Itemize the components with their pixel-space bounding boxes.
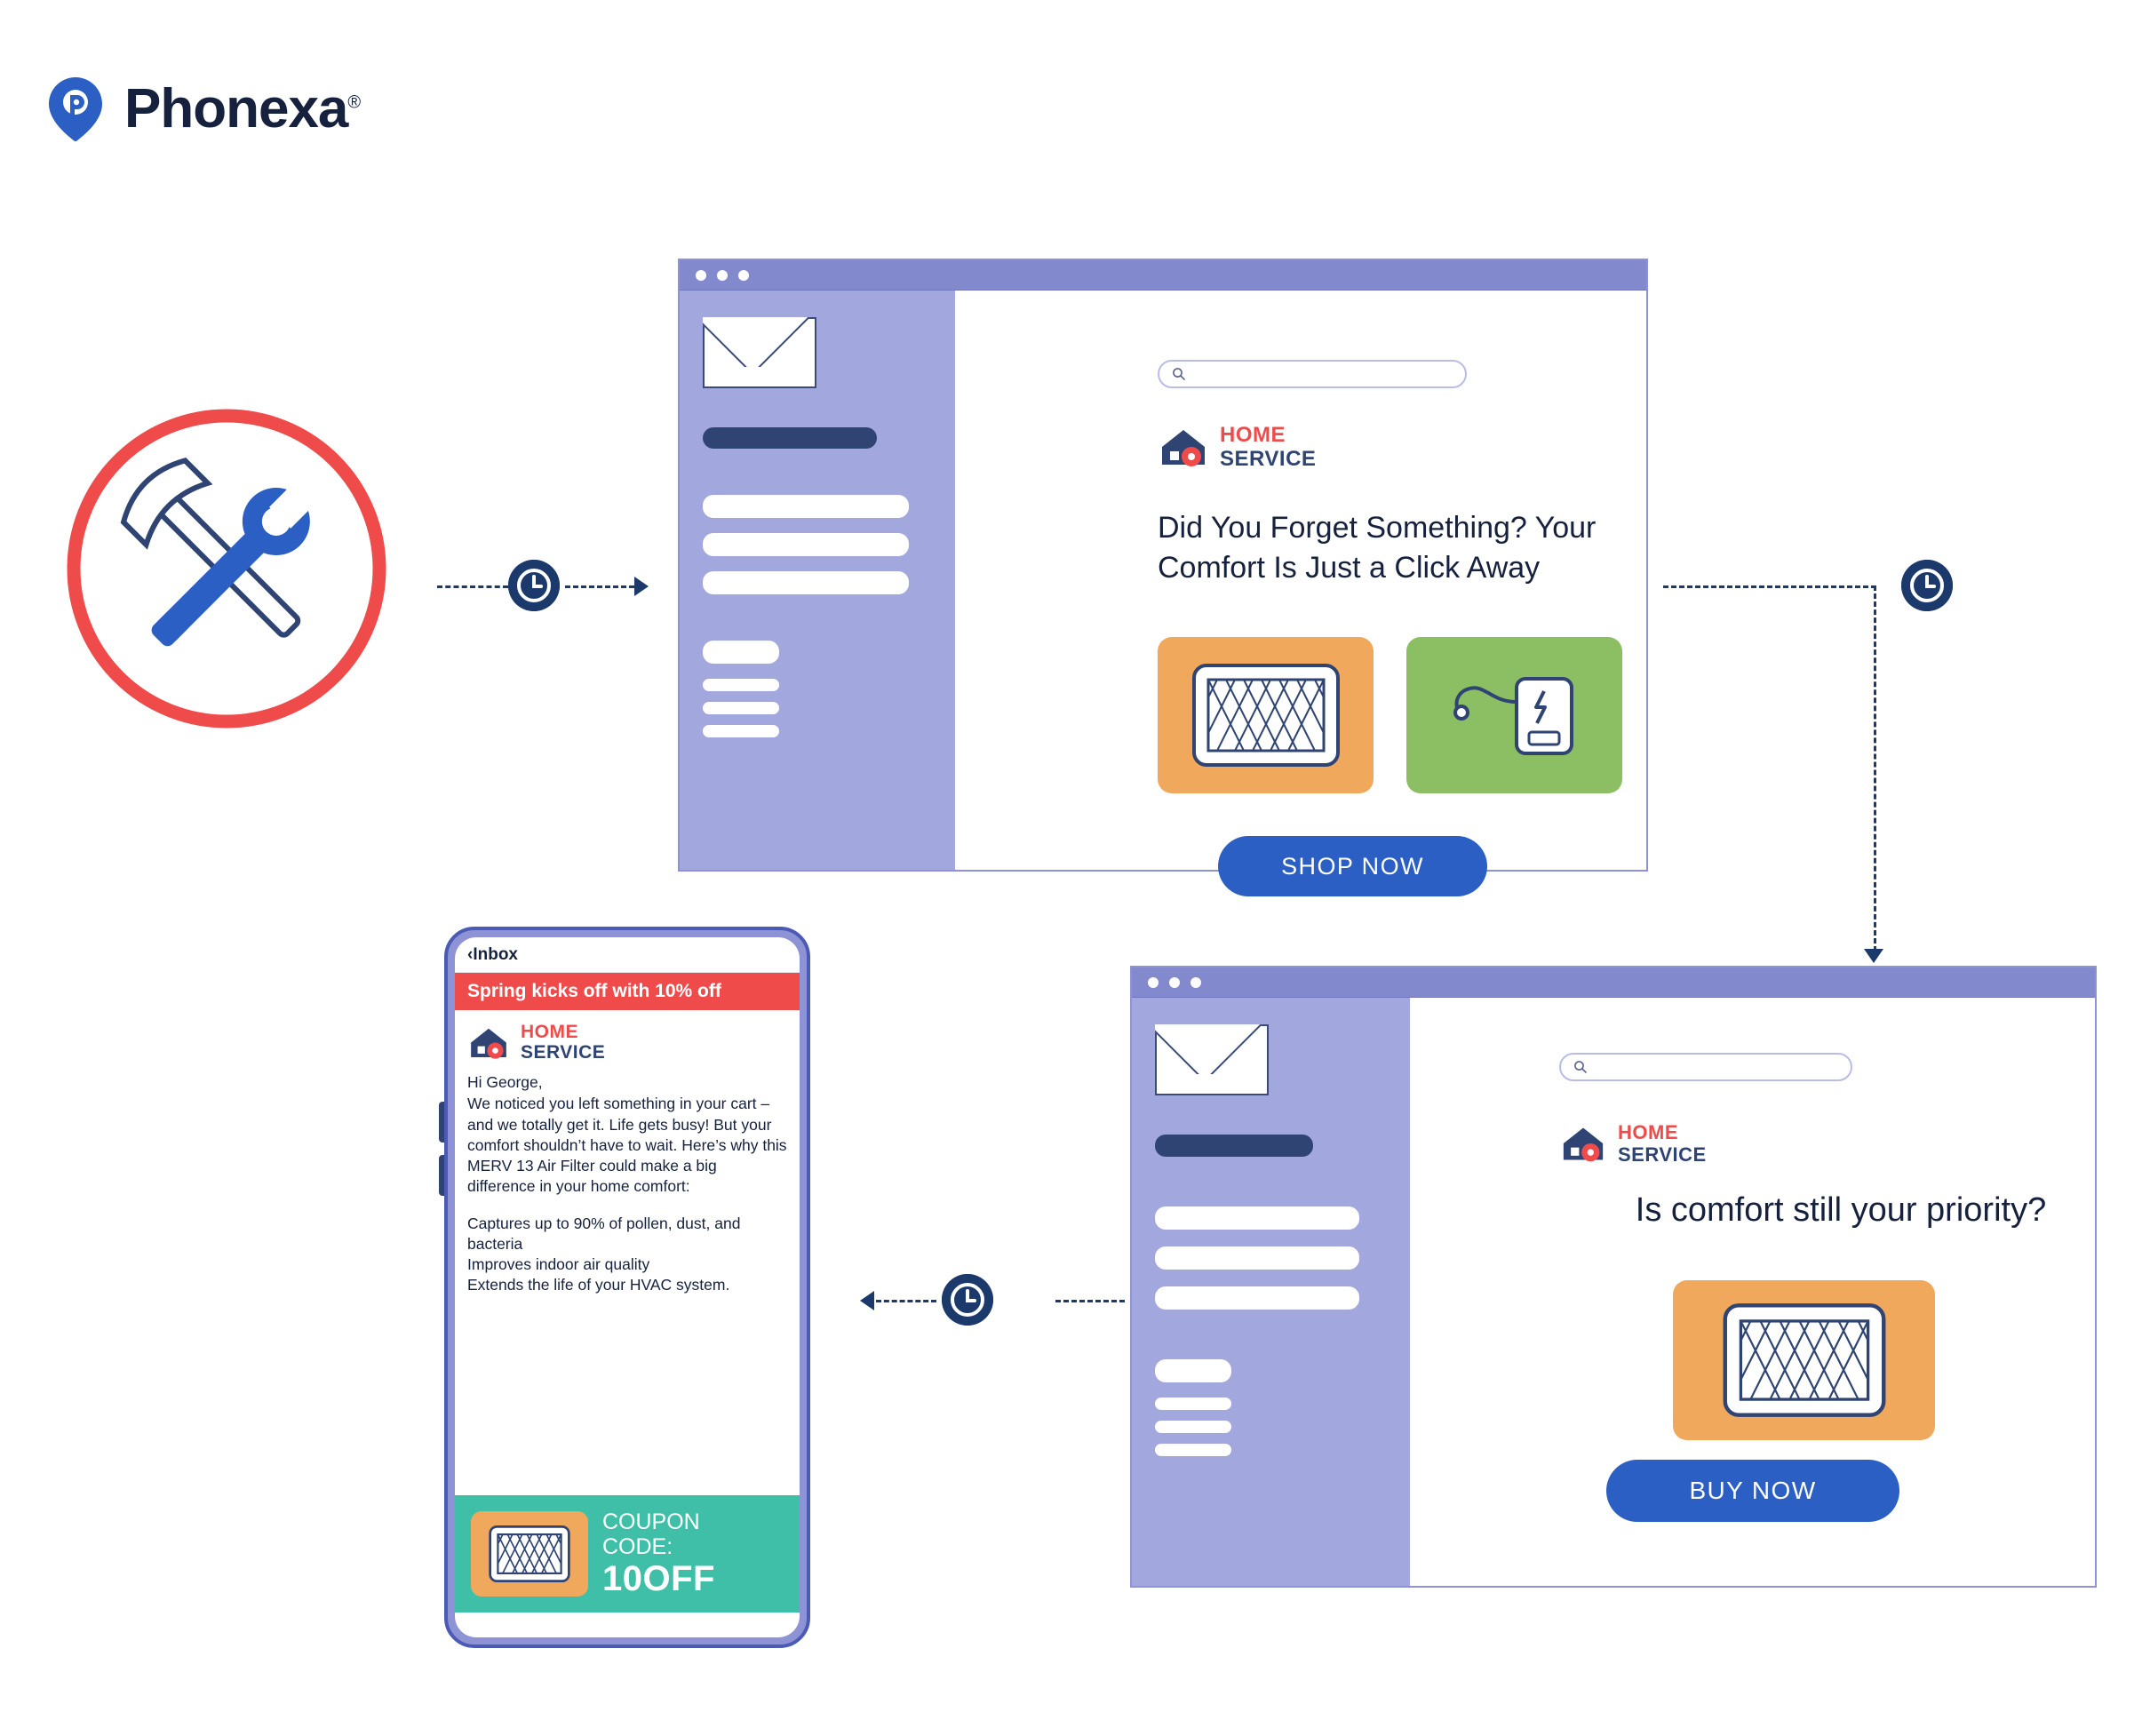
clock-icon-1 (508, 560, 560, 611)
sidebar-placeholder-row (703, 533, 909, 556)
sidebar-placeholder-small (703, 725, 779, 737)
air-filter-icon (489, 1525, 570, 1583)
home-service-logo-2 (1559, 1122, 1707, 1165)
sidebar-placeholder-title (1155, 1135, 1313, 1157)
window-dot (1190, 977, 1201, 988)
window-dot (717, 270, 728, 281)
home-service-logo-3 (467, 1023, 787, 1062)
promo-banner: Spring kicks off with 10% off (455, 973, 800, 1010)
flow-line-1a (437, 585, 508, 588)
back-to-inbox-button[interactable]: ‹Inbox (455, 937, 800, 973)
window-titlebar (1132, 968, 2095, 998)
search-icon (1573, 1060, 1588, 1074)
sidebar-placeholder-small (1155, 1398, 1231, 1410)
power-adapter-icon (1440, 663, 1589, 768)
sidebar-placeholder-small (1155, 1359, 1231, 1382)
envelope-icon (703, 317, 816, 388)
air-filter-icon (1722, 1302, 1887, 1418)
email-headline-1: Did You Forget Something? Your Comfort Is Just a Click Away (1158, 511, 1597, 585)
flow-line-3a (1055, 1300, 1125, 1302)
mail-sidebar (1132, 998, 1410, 1586)
tools-wrench-hammer-icon (62, 404, 391, 733)
home-service-logo-icon (467, 1023, 510, 1062)
sidebar-placeholder-row (703, 495, 909, 518)
product-card-air-filter-1[interactable] (1158, 637, 1374, 793)
flow-arrow-1 (634, 577, 649, 596)
coupon-banner[interactable] (455, 1495, 800, 1613)
window-body (680, 291, 1646, 880)
sidebar-placeholder-small (703, 641, 779, 664)
clock-icon-2 (1901, 560, 1953, 611)
sidebar-placeholder-small (1155, 1444, 1231, 1456)
sidebar-placeholder-title (703, 427, 877, 449)
mobile-mail-body (455, 1062, 800, 1296)
window-dot (738, 270, 749, 281)
email-greeting: Hi George, (467, 1073, 543, 1091)
home-service-logo-1 (1158, 424, 1316, 470)
logo-line-2: SERVICE (521, 1042, 606, 1063)
search-input[interactable] (1559, 1053, 1852, 1081)
mobile-logo-wrap (455, 1010, 800, 1062)
logo-line-2: SERVICE (1618, 1143, 1707, 1166)
search-input[interactable] (1158, 360, 1467, 388)
window-dot (696, 270, 706, 281)
coupon-label-1: COUPON (602, 1509, 700, 1534)
email-bullet: Extends the life of your HVAC system. (467, 1276, 730, 1294)
home-service-logo-icon (1559, 1122, 1607, 1165)
flow-line-1b (565, 585, 634, 588)
shop-now-button[interactable]: SHOP NOW (1218, 836, 1487, 896)
registered-mark: ® (347, 92, 361, 113)
window-titlebar (680, 260, 1646, 291)
desktop-email-window-1[interactable] (678, 259, 1648, 880)
logo-line-2: SERVICE (1220, 446, 1317, 471)
sidebar-placeholder-row (1155, 1286, 1359, 1310)
coupon-text (602, 1509, 715, 1599)
tools-trigger-badge (62, 404, 391, 733)
window-dot (1148, 977, 1159, 988)
search-icon (1172, 367, 1186, 381)
flow-line-2b (1874, 585, 1876, 952)
logo-line-1: HOME (1618, 1120, 1678, 1143)
phonexa-logo (46, 76, 360, 143)
logo-line-1: HOME (521, 1022, 578, 1042)
sidebar-placeholder-small (703, 679, 779, 691)
email-bullet: Captures up to 90% of pollen, dust, and bacteria (467, 1214, 741, 1253)
window-dot (1169, 977, 1180, 988)
sidebar-placeholder-row (1155, 1246, 1359, 1270)
home-service-logo-icon (1158, 424, 1209, 470)
sidebar-placeholder-small (703, 702, 779, 714)
clock-icon-3 (942, 1274, 993, 1326)
flow-arrow-3 (860, 1291, 874, 1310)
logo-line-1: HOME (1220, 422, 1286, 447)
mobile-screen (455, 937, 800, 1637)
home-service-logo-text (521, 1023, 605, 1062)
envelope-icon (1155, 1024, 1269, 1095)
email-paragraph: We noticed you left something in your cart – and we totally get it. Life gets busy! But your comfort shouldn’t have to wait. Here’s why this MERV 13 Air Filter could make a big difference in your home comfort: (467, 1095, 787, 1196)
coupon-label-2: CODE: (602, 1533, 673, 1559)
brand-wordmark (124, 78, 361, 139)
sidebar-placeholder-row (1155, 1206, 1359, 1230)
sidebar-placeholder-small (1155, 1421, 1231, 1433)
product-card-air-filter-2[interactable] (1673, 1280, 1935, 1440)
flow-line-3b (876, 1300, 936, 1302)
air-filter-icon (1191, 663, 1341, 768)
coupon-code: 10OFF (602, 1558, 715, 1598)
flow-line-2a (1663, 585, 1876, 588)
mail-content-1 (955, 291, 1646, 880)
phonexa-pin-icon (46, 76, 105, 143)
home-service-logo-text (1618, 1120, 1707, 1166)
email-bullet: Improves indoor air quality (467, 1255, 650, 1274)
flow-arrow-2 (1864, 949, 1883, 963)
mail-sidebar (680, 291, 955, 870)
sidebar-placeholder-row (703, 571, 909, 594)
brand-name: Phonexa (124, 78, 348, 139)
product-card-power-adapter[interactable] (1406, 637, 1622, 793)
home-service-logo-text (1220, 422, 1317, 471)
buy-now-button[interactable]: BUY NOW (1606, 1460, 1899, 1522)
coupon-thumbnail (471, 1511, 588, 1597)
mobile-email-device[interactable] (444, 927, 810, 1648)
email-headline-2: Is comfort still your priority? (1635, 1191, 2047, 1229)
